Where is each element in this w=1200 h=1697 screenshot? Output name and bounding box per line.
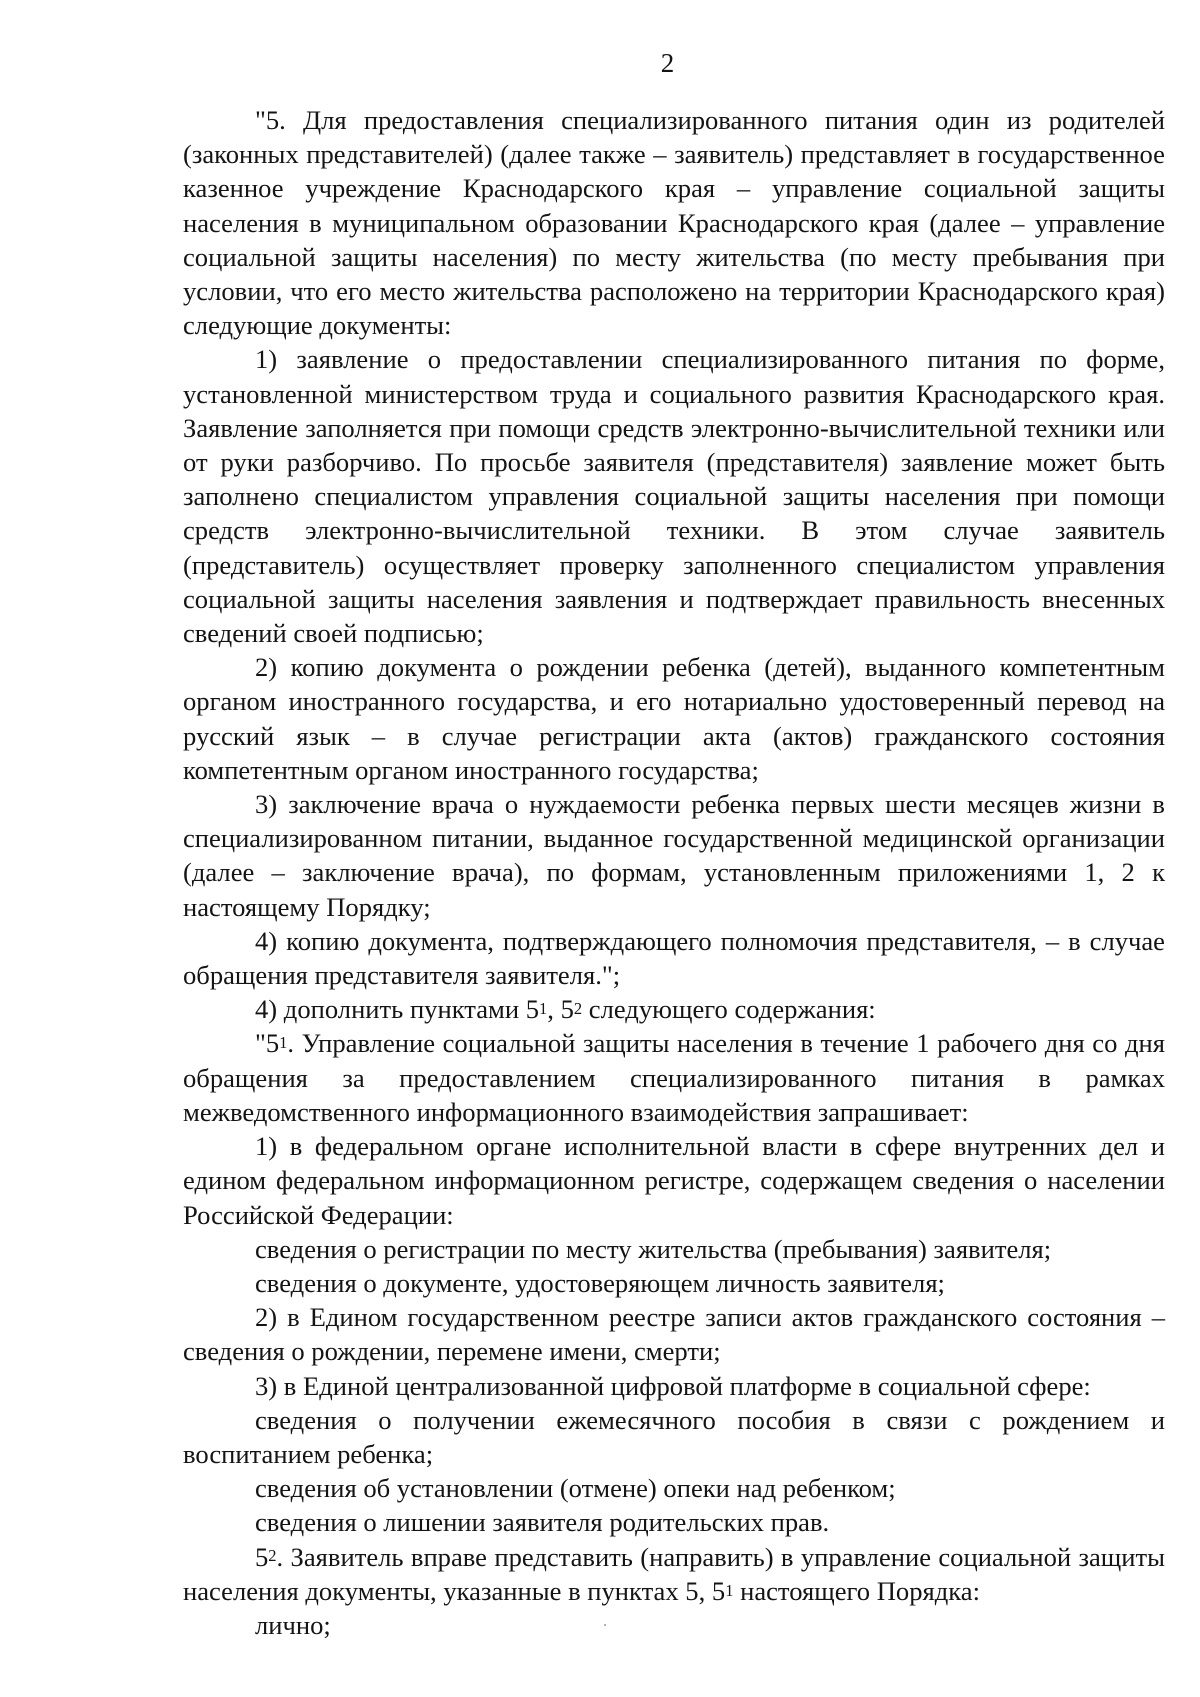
paragraph-p17 (183, 1608, 1165, 1642)
paragraph-p9 (183, 1232, 1165, 1266)
paragraph-p5 (183, 924, 1165, 992)
text-run: , 5 (547, 994, 574, 1025)
paragraph-p6 (183, 992, 1165, 1026)
superscript: 2 (573, 999, 583, 1019)
paragraph-p3 (183, 650, 1165, 787)
paragraph-p16 (183, 1540, 1165, 1608)
superscript: 1 (725, 1580, 734, 1600)
text-run: следующего содержания: (582, 994, 876, 1025)
paragraph-p8 (183, 1129, 1165, 1232)
paragraph-p14 (183, 1471, 1165, 1505)
text-run: . Управление социальной защиты населения в течение 1 рабочего дня со дня обращения за предоставлением специализированного питания в рамках межведомственного информационного взаимодействия запрашивает: (183, 1028, 1165, 1127)
text-run: 1) заявление о предоставлении специализированного питания по форме, установленной министерством труда и социального развития Краснодарского края. Заявление заполняется при помощи средств электронно-вычислительной техники или от руки разборчиво. По просьбе заявителя (представителя) заявление может быть заполнено специалистом управления социальной защиты населения при помощи средств электронно-вычислительной техники. В этом случае заявитель (представитель) осуществляет проверку заполненного специалистом управления социальной защиты населения заявления и подтверждает правильность внесенных сведений своей подписью; (183, 344, 1165, 649)
paragraph-p11 (183, 1300, 1165, 1368)
superscript: 1 (539, 999, 548, 1019)
document-body (183, 103, 1165, 1642)
text-run: сведения о регистрации по месту жительства (пребывания) заявителя; (255, 1233, 1052, 1264)
text-run: "5. Для предоставления специализированного питания один из родителей (законных представителей) (далее также – заявитель) представляет в государственное казенное учреждение Краснодарского края – управление социальной защиты населения в муниципальном образовании Краснодарского края (далее – управление социальной защиты населения) по месту жительства (по месту пребывания при условии, что его место жительства расположено на территории Краснодарского края) следующие документы: (183, 105, 1165, 341)
text-run: 5 (255, 1541, 269, 1572)
paragraph-p10 (183, 1266, 1165, 1300)
paragraph-p4 (183, 787, 1165, 924)
text-run: 2) копию документа о рождении ребенка (детей), выданного компетентным органом иностранного государства, и его нотариально удостоверенный перевод на русский язык – в случае регистрации акта (актов) гражданского состояния компетентным органом иностранного государства; (183, 652, 1165, 785)
text-run: 3) в Единой централизованной цифровой платформе в социальной сфере: (255, 1370, 1091, 1401)
text-run: настоящего Порядка: (733, 1575, 980, 1606)
text-run: 2) в Едином государственном реестре записи актов гражданского состояния – сведения о рождении, перемене имени, смерти; (183, 1302, 1165, 1367)
text-run: 3) заключение врача о нуждаемости ребенка первых шести месяцев жизни в специализированном питании, выданное государственной медицинской организации (далее – заключение врача), по формам, установленным приложениями 1, 2 к настоящему Порядку; (183, 789, 1165, 922)
text-run: сведения о документе, удостоверяющем личность заявителя; (255, 1267, 945, 1298)
text-run: сведения о лишении заявителя родительских прав. (255, 1507, 830, 1538)
text-run: 4) дополнить пунктами 5 (255, 994, 540, 1025)
text-run: "5 (255, 1028, 280, 1059)
text-run: 4) копию документа, подтверждающего полномочия представителя, – в случае обращения представителя заявителя."; (183, 925, 1165, 991)
text-run: 1) в федеральном органе исполнительной власти в сфере внутренних дел и едином федеральном информационном регистре, содержащем сведения о населении Российской Федерации: (183, 1131, 1165, 1230)
paragraph-p12 (183, 1369, 1165, 1403)
page-number: 2 (660, 48, 675, 78)
paragraph-p1 (183, 103, 1165, 342)
paragraph-p2 (183, 342, 1165, 650)
text-run: лично; (255, 1609, 331, 1640)
paragraph-p13 (183, 1403, 1165, 1471)
text-run: сведения об установлении (отмене) опеки над ребенком; (255, 1473, 896, 1504)
superscript: 1 (279, 1033, 288, 1053)
scan-speck (604, 1624, 606, 1626)
paragraph-p7 (183, 1026, 1165, 1129)
text-run: сведения о получении ежемесячного пособия в связи с рождением и воспитанием ребенка; (183, 1404, 1165, 1469)
superscript: 2 (268, 1546, 277, 1566)
paragraph-p15 (183, 1505, 1165, 1539)
text-run: . Заявитель вправе представить (направить) в управление социальной защиты населения документы, указанные в пунктах 5, 5 (183, 1541, 1165, 1606)
